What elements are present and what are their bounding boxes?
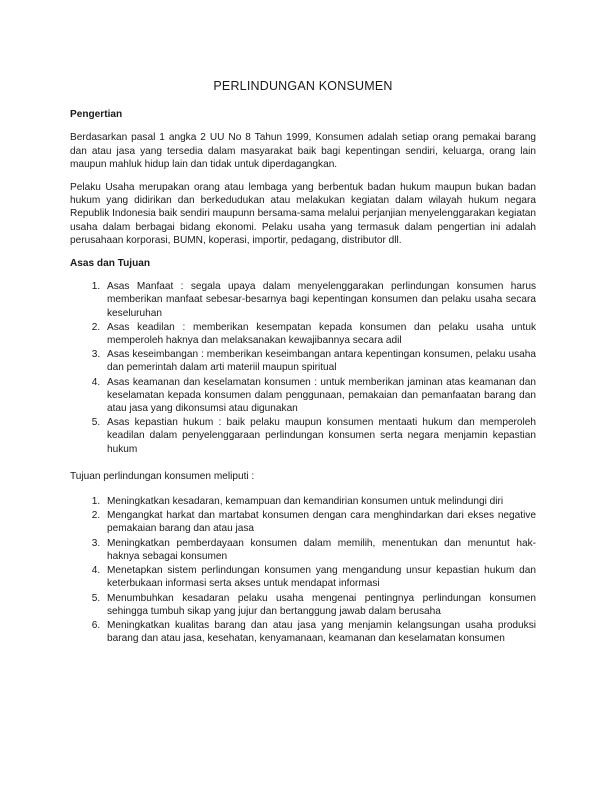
asas-item: 2. Asas keadilan : memberikan kesempatan kepada konsumen dan pelaku usaha untuk memperoleh haknya dan melaksanakan kewajibannya secara adil xyxy=(103,321,536,347)
asas-list xyxy=(70,280,536,456)
tujuan-item: 4. Menetapkan sistem perlindungan konsumen yang mengandung unsur kepastian hukum dan keterbukaan informasi serta akses untuk mendapat informasi xyxy=(103,564,536,590)
tujuan-list xyxy=(70,495,536,645)
tujuan-item: 3. Meningkatkan pemberdayaan konsumen dalam memilih, menentukan dan menuntut hak-haknya sebagai konsumen xyxy=(103,537,536,563)
tujuan-item: 2. Mengangkat harkat dan martabat konsumen dengan cara menghindarkan dari ekses negative pemakaian barang dan atau jasa xyxy=(103,509,536,535)
asas-item: 1. Asas Manfaat : segala upaya dalam menyelenggarakan perlindungan konsumen harus memberikan manfaat sebesar-besarnya bagi kepentingan konsumen dan pelaku usaha secara keseluruhan xyxy=(103,280,536,320)
paragraph-definisi-konsumen: Berdasarkan pasal 1 angka 2 UU No 8 Tahun 1999, Konsumen adalah setiap orang pemakai barang dan atau jasa yang tersedia dalam masyarakat baik bagi kepentingan sendiri, keluarga, orang lain maupun mahluk hidup lain dan tidak untuk diperdagangkan. xyxy=(70,132,536,170)
paragraph-definisi-pelaku-usaha: Pelaku Usaha merupakan orang atau lembaga yang berbentuk badan hukum maupun bukan badan hukum yang didirikan dan berkedudukan atau melakukan kegiatan dalam wilayah hukum negara Republik Indonesia baik sendiri maupunn bersama-sama melalui perjanjian menyelenggarakan kegiatan usaha dalam berbagai bidang ekonomi. Pelaku usaha yang termasuk dalam pengertian ini adalah perusahaan korporasi, BUMN, koperasi, importir, pedagang, distributor dll. xyxy=(70,182,536,246)
section-heading-asas-tujuan: Asas dan Tujuan xyxy=(70,258,151,270)
asas-item: 3. Asas keseimbangan : memberikan keseimbangan antara kepentingan konsumen, pelaku usaha dan pemerintah dalam arti materiil maupun spiritual xyxy=(103,348,536,374)
tujuan-item: 6. Meningkatkan kualitas barang dan atau jasa yang menjamin kelangsungan usaha produksi barang dan atau jasa, kesehatan, kenyamanaan, keamanan dan keselamatan konsumen xyxy=(103,619,536,645)
asas-item: 5. Asas kepastian hukum : baik pelaku maupun konsumen mentaati hukum dan memperoleh keadilan dalam penyelenggaraan perlindungan konsumen serta negara menjamin kepastian hukum xyxy=(103,416,536,456)
tujuan-intro: Tujuan perlindungan konsumen meliputi : xyxy=(70,470,255,482)
document-title: PERLINDUNGAN KONSUMEN xyxy=(213,79,393,93)
tujuan-item: 5. Menumbuhkan kesadaran pelaku usaha mengenai pentingnya perlindungan konsumen sehingga tumbuh sikap yang jujur dan bertanggung jawab dalam berusaha xyxy=(103,592,536,618)
asas-item: 4. Asas keamanan dan keselamatan konsumen : untuk memberikan jaminan atas keamanan dan keselamatan kepada konsumen dalam penggunaan, pemakaian dan pemanfaatan barang dan atau jasa yang dikonsumsi atau digunakan xyxy=(103,376,536,416)
tujuan-item: 1. Meningkatkan kesadaran, kemampuan dan kemandirian konsumen untuk melindungi diri xyxy=(103,495,536,508)
section-heading-pengertian: Pengertian xyxy=(70,109,123,121)
